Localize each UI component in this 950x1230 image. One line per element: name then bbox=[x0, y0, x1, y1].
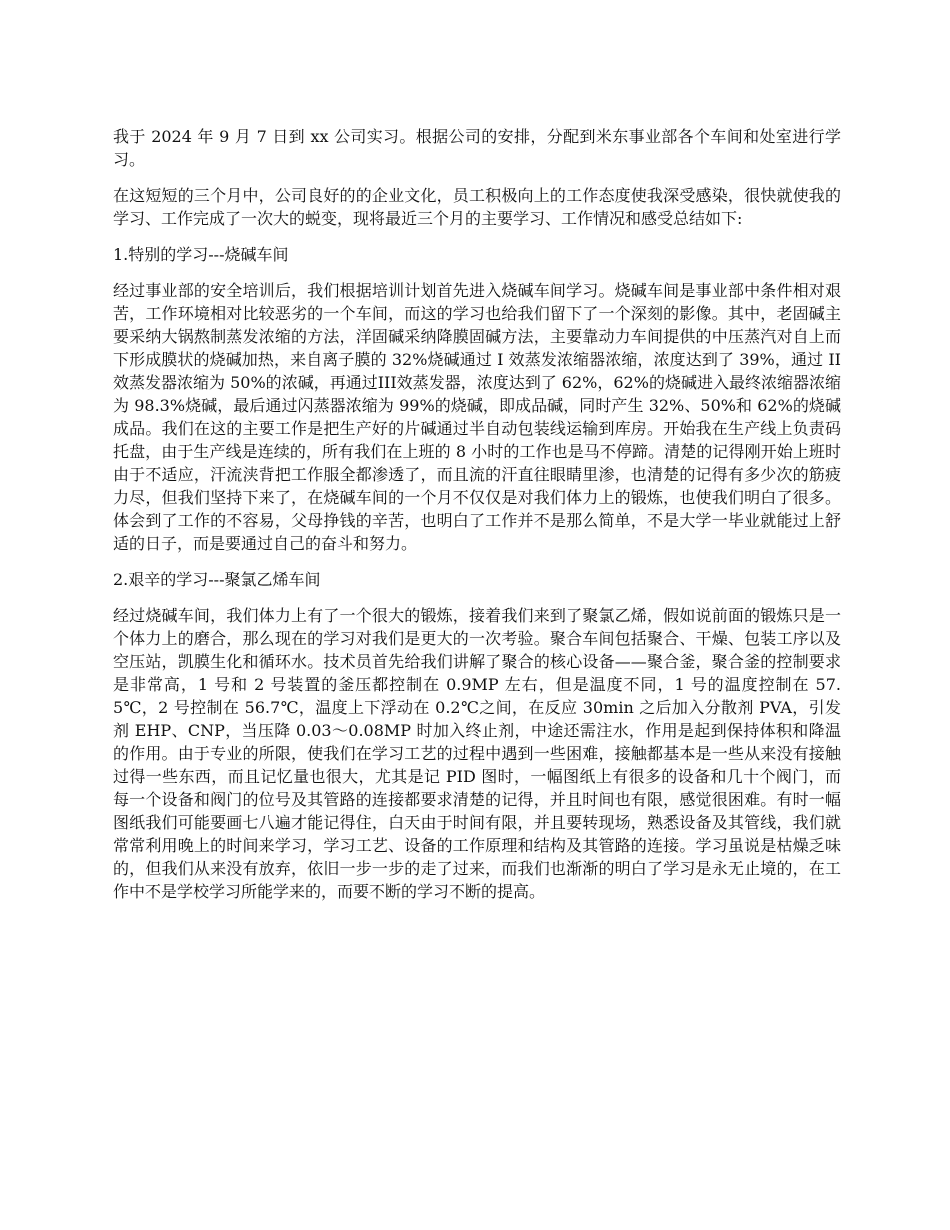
pvc-paragraph: 经过烧碱车间，我们体力上有了一个很大的锻炼，接着我们来到了聚氯乙烯，假如说前面的锻炼只是一个体力上的磨合，那么现在的学习对我们是更大的一次考验。聚合车间包括聚合、干燥、包装工序以及空压站，凯膜生化和循环水。技术员首先给我们讲解了聚合的核心设备——聚合釜，聚合釜的控制要求是非常高，1 号和 2 号装置的釜压都控制在 0.9MP 左右，但是温度不同，1 号的温度控制在 57.5℃，2 号控制在 56.7℃，温度上下浮动在 0.2℃之间，在反应 30min 之后加入分散剂 PVA，引发剂 EHP、CNP，当压降 0.03～0.08MP 时加入终止剂，中途还需注水，作用是起到保持体积和降温的作用。由于专业的所限，使我们在学习工艺的过程中遇到一些困难，接触都基本是一些从来没有接触过得一些东西，而且记忆量也很大，尤其是记 PID 图时，一幅图纸上有很多的设备和几十个阀门，而每一个设备和阀门的位号及其管路的连接都要求清楚的记得，并且时间也有限，感觉很困难。有时一幅图纸我们可能要画七八遍才能记得住，白天由于时间有限，并且要转现场，熟悉设备及其管线，我们就常常利用晚上的时间来学习，学习工艺、设备的工作原理和结构及其管路的连接。学习虽说是枯燥乏味的，但我们从来没有放弃，依旧一步一步的走了过来，而我们也渐渐的明白了学习是永无止境的，在工作中不是学校学习所能学来的，而要不断的学习不断的提高。 bbox=[113, 606, 841, 901]
summary-paragraph: 在这短短的三个月中，公司良好的的企业文化，员工积极向上的工作态度使我深受感染，很快就使我的学习、工作完成了一次大的蜕变，现将最近三个月的主要学习、工作情况和感受总结如下: bbox=[113, 186, 841, 228]
section-heading-pvc: 2.艰辛的学习---聚氯乙烯车间 bbox=[113, 570, 321, 589]
intro-paragraph: 我于 2024 年 9 月 7 日到 xx 公司实习。根据公司的安排，分配到米东事业部各个车间和处室进行学习。 bbox=[113, 127, 841, 169]
caustic-soda-paragraph: 经过事业部的安全培训后，我们根据培训计划首先进入烧碱车间学习。烧碱车间是事业部中条件相对艰苦，工作环境相对比较恶劣的一个车间，而这的学习也给我们留下了一个深刻的影像。其中，老固碱主要采纳大锅熬制蒸发浓缩的方法，洋固碱采纳降膜固碱方法，主要靠动力车间提供的中压蒸汽对自上而下形成膜状的烧碱加热，来自离子膜的 32%烧碱通过 I 效蒸发浓缩器浓缩，浓度达到了 39%，通过 II 效蒸发器浓缩为 50%的浓碱，再通过III效蒸发器，浓度达到了 62%，62%的烧碱进入最终浓缩器浓缩为 98.3%烧碱，最后通过闪蒸器浓缩为 99%的烧碱，即成品碱，同时产生 32%、50%和 62%的烧碱成品。我们在这的主要工作是把生产好的片碱通过半自动包装线运输到库房。开始我在生产线上负责码托盘，由于生产线是连续的，所有我们在上班的 8 小时的工作也是马不停蹄。清楚的记得刚开始上班时由于不适应，汗流浃背把工作服全都渗透了，而且流的汗直往眼睛里渗，也清楚的记得有多少次的筋疲力尽，但我们坚持下来了，在烧碱车间的一个月不仅仅是对我们体力上的锻炼，也使我们明白了很多。体会到了工作的不容易，父母挣钱的辛苦，也明白了工作并不是那么简单，不是大学一毕业就能过上舒适的日子，而是要通过自己的奋斗和努力。 bbox=[113, 281, 841, 553]
section-heading-caustic-soda: 1.特别的学习---烧碱车间 bbox=[113, 245, 289, 264]
document-body bbox=[113, 125, 841, 916]
